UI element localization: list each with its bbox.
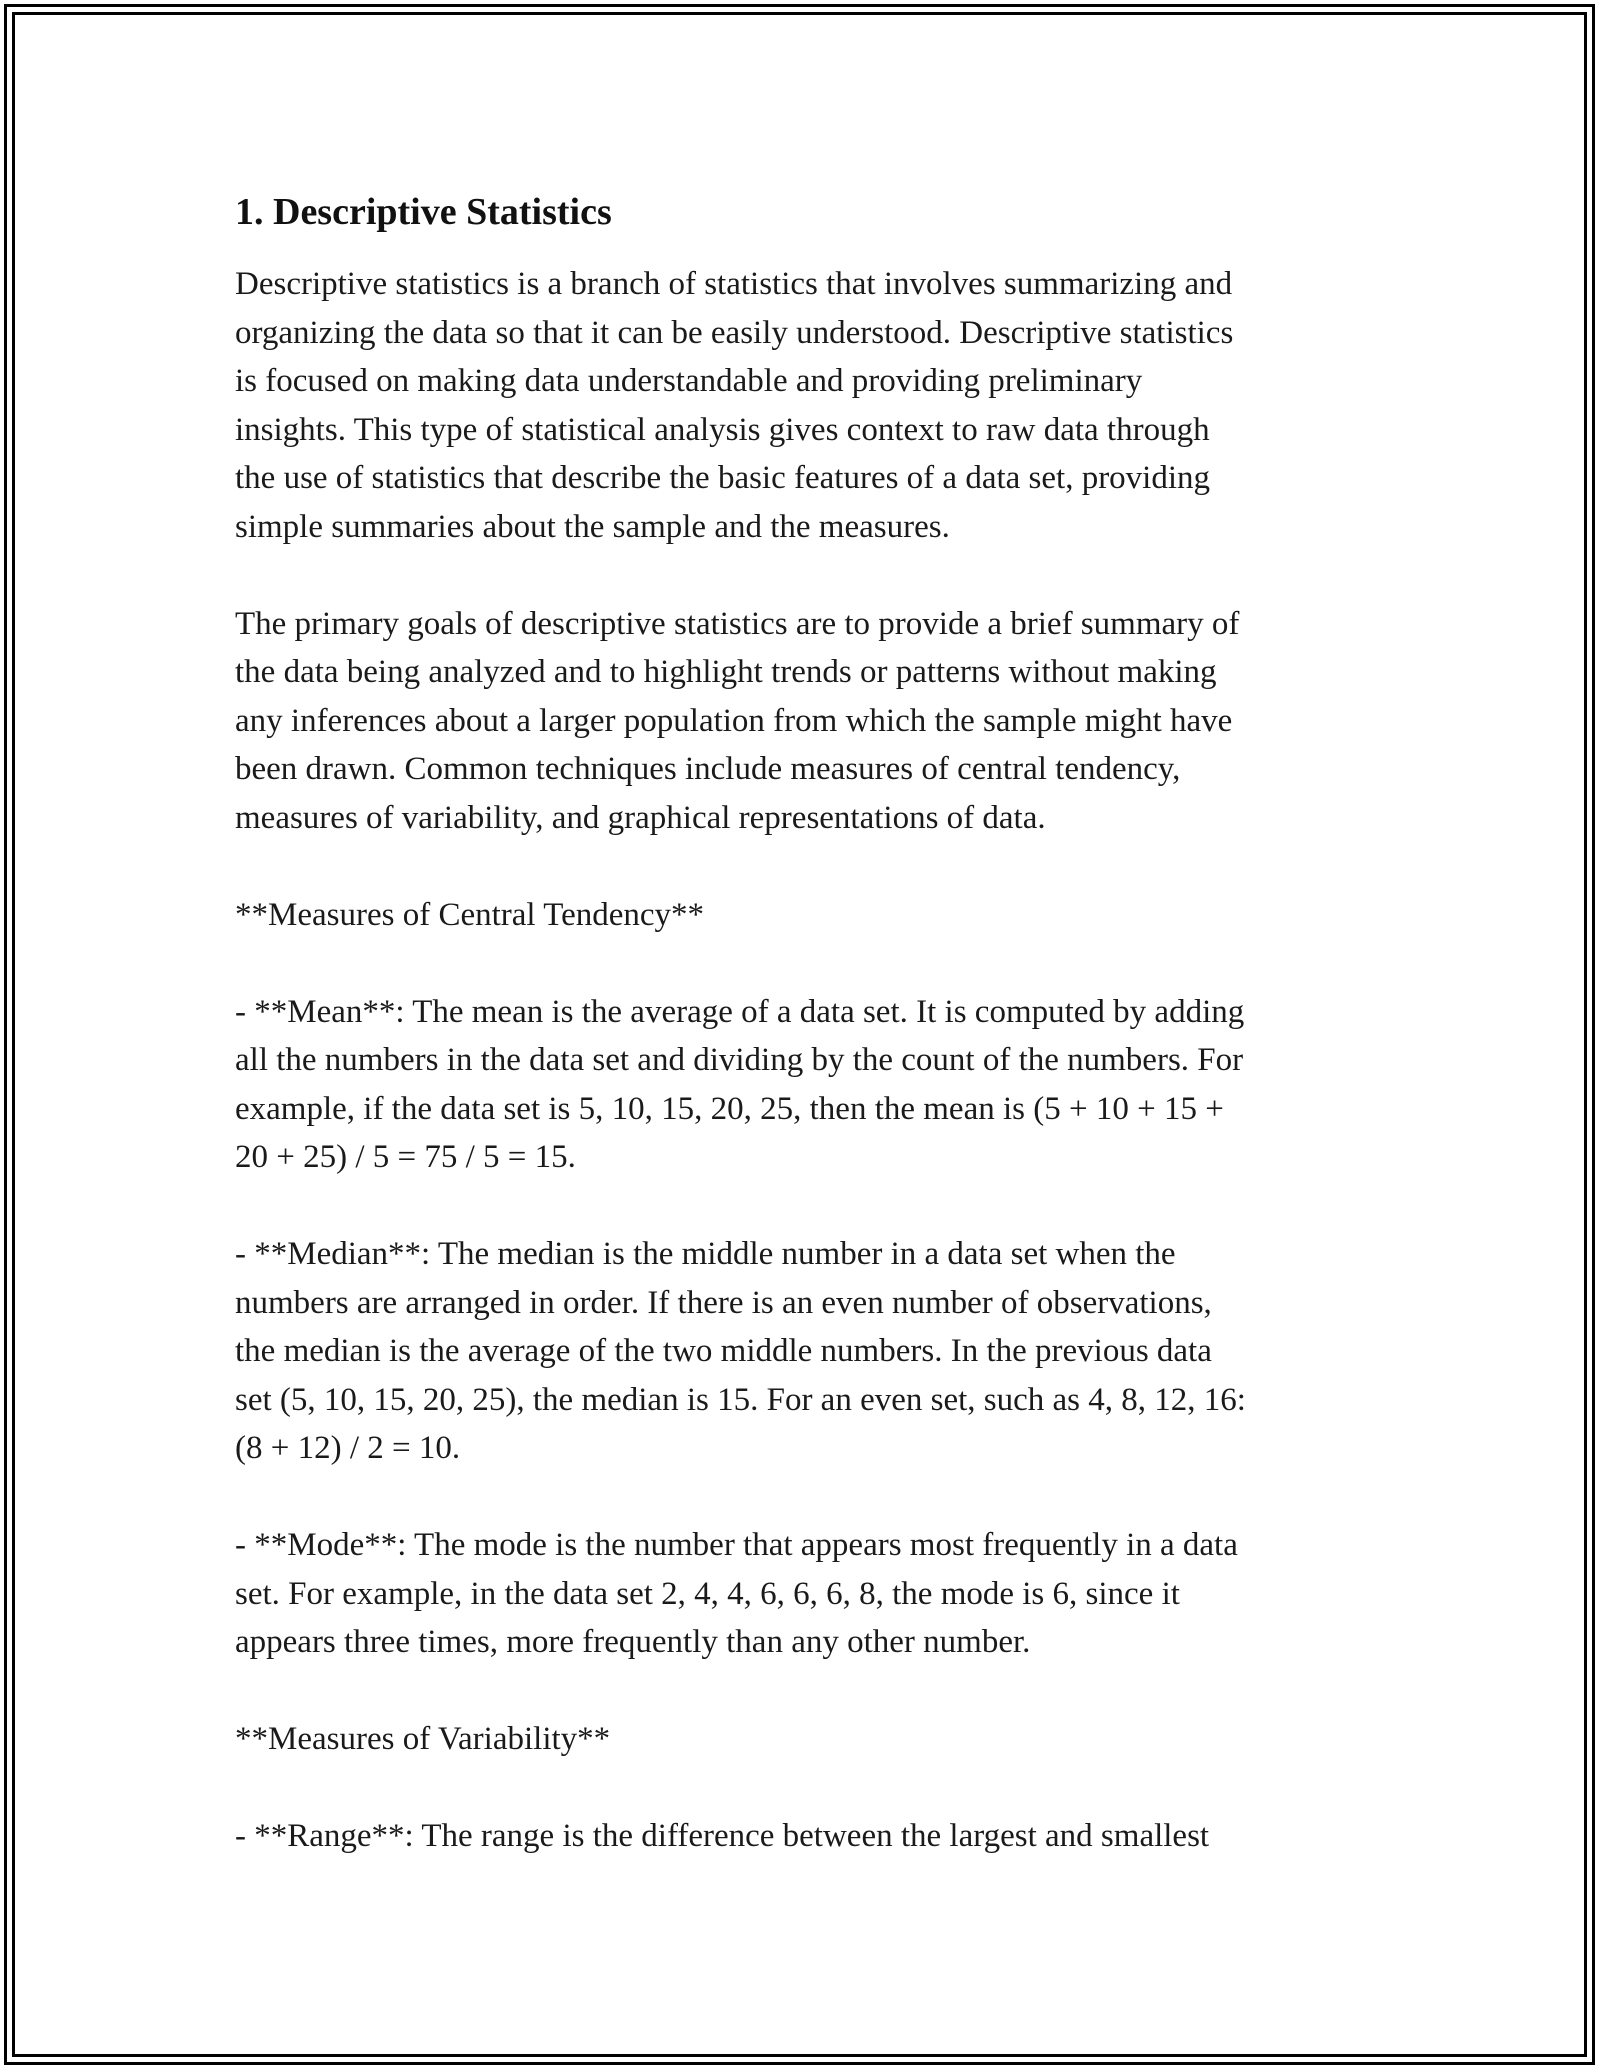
section-heading: 1. Descriptive Statistics	[235, 191, 612, 233]
document-body	[235, 186, 1365, 1861]
list-item-median: - **Median**: The median is the middle number in a data set when the numbers are arranged in order. If there is an even number of observations, the median is the average of the two middle numbers. In the previous data set (5, 10, 15, 20, 25), the median is 15. For an even set, such as 4, 8, 12, 16: (8 + 12) / 2 = 10.	[235, 1236, 1246, 1466]
paragraph-intro: Descriptive statistics is a branch of statistics that involves summarizing and organizing the data so that it can be easily understood. Descriptive statistics is focused on making data understandable and providing preliminary insights. This type of statistical analysis gives context to raw data through the use of statistics that describe the basic features of a data set, providing simple summaries about the sample and the measures.	[235, 266, 1234, 545]
subheading-central-tendency: **Measures of Central Tendency**	[235, 896, 705, 933]
list-item-mean: - **Mean**: The mean is the average of a data set. It is computed by adding all the numbers in the data set and dividing by the count of the numbers. For example, if the data set is 5, 10, 15, 20, 25, then the mean is (5 + 10 + 15 + 20 + 25) / 5 = 75 / 5 = 15.	[235, 993, 1245, 1175]
list-item-mode: - **Mode**: The mode is the number that appears most frequently in a data set. For example, in the data set 2, 4, 4, 6, 6, 6, 8, the mode is 6, since it appears three times, more frequently than any other number.	[235, 1527, 1238, 1660]
paragraph-goals: The primary goals of descriptive statistics are to provide a brief summary of the data being analyzed and to highlight trends or patterns without making any inferences about a larger population from which the sample might have been drawn. Common techniques include measures of central tendency, measures of variability, and graphical representations of data.	[235, 605, 1240, 836]
list-item-range: - **Range**: The range is the difference between the largest and smallest	[235, 1818, 1210, 1854]
subheading-variability: **Measures of Variability**	[235, 1721, 611, 1757]
